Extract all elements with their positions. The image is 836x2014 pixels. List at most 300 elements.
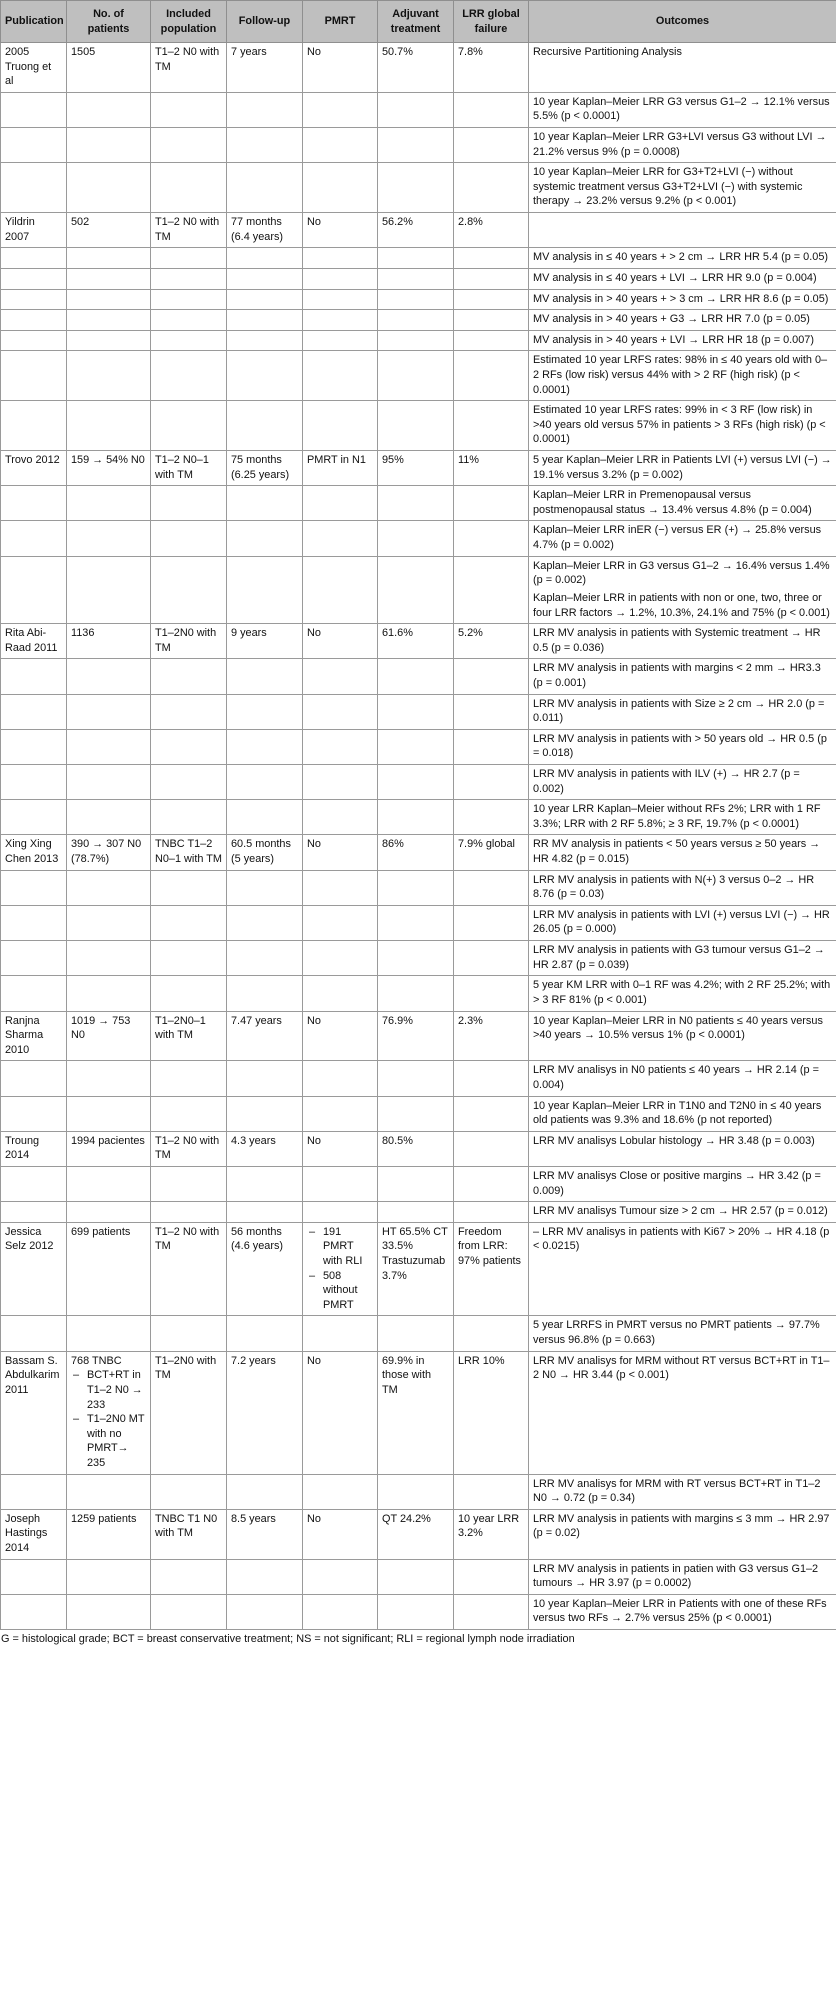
cell-publication bbox=[1, 764, 67, 799]
cell-population bbox=[151, 1011, 227, 1061]
outcome-text: LRR MV analisys for MRM with RT versus BCT+RT in T1–2 N0 → 0.72 (p = 0.34) bbox=[533, 1477, 821, 1505]
table-row bbox=[1, 976, 836, 1011]
table-row bbox=[1, 1096, 836, 1131]
followup-text: 56 months (4.6 years) bbox=[231, 1225, 284, 1253]
cell-followup bbox=[227, 1061, 303, 1096]
publication-text: 2005 Truong et al bbox=[5, 46, 52, 88]
outcome-text: LRR MV analysis in patients with Size ≥ 2 cm → HR 2.0 (p = 0.011) bbox=[533, 697, 825, 725]
table-row bbox=[1, 1202, 836, 1223]
cell-lrr-failure bbox=[454, 1202, 529, 1223]
table-row bbox=[1, 694, 836, 729]
outcome-text: Estimated 10 year LRFS rates: 98% in ≤ 40 years old with 0–2 RFs (low risk) versus 44% with > 2 RF (high risk) (p < 0.0001) bbox=[533, 354, 828, 396]
cell-publication bbox=[1, 800, 67, 835]
cell-outcome bbox=[529, 451, 836, 486]
outcome-text: Kaplan–Meier LRR in patients with non or one, two, three or four LRR factors → 1.2%, 10.3%, 24.1% and 75% (p < 0.001) bbox=[533, 591, 830, 619]
adjuvant-text: 61.6% bbox=[382, 627, 413, 640]
cell-outcome bbox=[529, 624, 836, 659]
cell-adjuvant bbox=[378, 659, 454, 694]
cell-outcome bbox=[529, 330, 836, 351]
cell-population bbox=[151, 800, 227, 835]
cell-lrr-failure bbox=[454, 870, 529, 905]
cell-pmrt bbox=[303, 351, 378, 401]
cell-followup bbox=[227, 521, 303, 556]
cell-pmrt bbox=[303, 694, 378, 729]
cell-publication bbox=[1, 1011, 67, 1061]
cell-population bbox=[151, 870, 227, 905]
patients-text: 390 → 307 N0 (78.7%) bbox=[71, 838, 142, 866]
table-row bbox=[1, 451, 836, 486]
cell-lrr-failure bbox=[454, 213, 529, 248]
publication-text: Trovo 2012 bbox=[5, 454, 60, 467]
cell-outcome bbox=[529, 1011, 836, 1061]
cell-lrr-failure bbox=[454, 1316, 529, 1351]
cell-population bbox=[151, 694, 227, 729]
table-row bbox=[1, 835, 836, 870]
cell-lrr-failure bbox=[454, 451, 529, 486]
outcome-text: LRR MV analysis in patients with LVI (+) versus LVI (−) → HR 26.05 (p = 0.000) bbox=[533, 908, 830, 936]
publication-text: Jessica Selz 2012 bbox=[5, 1225, 54, 1253]
cell-publication bbox=[1, 1167, 67, 1202]
cell-publication bbox=[1, 835, 67, 870]
cell-patients bbox=[67, 1594, 151, 1629]
table-row bbox=[1, 1061, 836, 1096]
cell-publication bbox=[1, 1222, 67, 1316]
outcome-text: 5 year KM LRR with 0–1 RF was 4.2%; with 2 RF 25.2%; with > 3 RF 81% (p < 0.001) bbox=[533, 979, 831, 1006]
cell-patients bbox=[67, 43, 151, 93]
adjuvant-text: 69.9% in those with TM bbox=[382, 1354, 432, 1396]
cell-pmrt bbox=[303, 289, 378, 310]
cell-pmrt bbox=[303, 976, 378, 1011]
patients-text: 1259 patients bbox=[71, 1512, 137, 1525]
cell-adjuvant bbox=[378, 1509, 454, 1559]
cell-lrr-failure bbox=[454, 659, 529, 694]
cell-outcome bbox=[529, 1594, 836, 1629]
pmrt-text: No bbox=[307, 1014, 321, 1027]
list-item: – T1–2N0 MT with no PMRT→ 235 bbox=[87, 1412, 146, 1470]
pmrt-text: No bbox=[307, 1134, 321, 1147]
cell-outcome bbox=[529, 694, 836, 729]
cell-pmrt bbox=[303, 451, 378, 486]
col-header-patients: No. of patients bbox=[67, 1, 151, 43]
cell-pmrt bbox=[303, 1167, 378, 1202]
cell-adjuvant bbox=[378, 1061, 454, 1096]
cell-lrr-failure bbox=[454, 624, 529, 659]
cell-followup bbox=[227, 694, 303, 729]
cell-lrr-failure bbox=[454, 905, 529, 940]
cell-population bbox=[151, 659, 227, 694]
cell-pmrt bbox=[303, 1011, 378, 1061]
cell-outcome bbox=[529, 1351, 836, 1474]
list-item: – BCT+RT in T1–2 N0 → 233 bbox=[87, 1368, 146, 1412]
outcome-text: 5 year Kaplan–Meier LRR in Patients LVI (+) versus LVI (−) → 19.1% versus 3.2% (p = 0.002) bbox=[533, 454, 832, 481]
cell-population bbox=[151, 521, 227, 556]
cell-patients bbox=[67, 1202, 151, 1223]
outcome-text: 10 year Kaplan–Meier LRR G3 versus G1–2 → 12.1% versus 5.5% (p < 0.0001) bbox=[533, 95, 830, 123]
cell-followup bbox=[227, 941, 303, 976]
cell-population bbox=[151, 401, 227, 451]
publication-text: Yildrin 2007 bbox=[5, 216, 35, 243]
followup-text: 7.2 years bbox=[231, 1354, 276, 1367]
outcome-text: LRR MV analisys Lobular histology → HR 3.48 (p = 0.003) bbox=[533, 1134, 815, 1147]
table-row bbox=[1, 310, 836, 331]
cell-patients bbox=[67, 330, 151, 351]
cell-publication bbox=[1, 694, 67, 729]
cell-population bbox=[151, 556, 227, 623]
cell-followup bbox=[227, 213, 303, 248]
cell-followup bbox=[227, 835, 303, 870]
pmrt-text: No bbox=[307, 1354, 321, 1367]
table-row bbox=[1, 764, 836, 799]
population-text: TNBC T1–2 N0–1 with TM bbox=[155, 838, 222, 866]
cell-followup bbox=[227, 870, 303, 905]
cell-publication bbox=[1, 401, 67, 451]
cell-outcome bbox=[529, 213, 836, 248]
cell-patients bbox=[67, 1509, 151, 1559]
cell-pmrt bbox=[303, 941, 378, 976]
cell-publication bbox=[1, 163, 67, 213]
cell-population bbox=[151, 1559, 227, 1594]
cell-followup bbox=[227, 800, 303, 835]
adjuvant-text: 56.2% bbox=[382, 216, 413, 229]
cell-outcome bbox=[529, 1559, 836, 1594]
population-text: TNBC T1 N0 with TM bbox=[155, 1512, 218, 1540]
cell-outcome bbox=[529, 289, 836, 310]
cell-outcome bbox=[529, 128, 836, 163]
cell-publication bbox=[1, 248, 67, 269]
cell-population bbox=[151, 289, 227, 310]
table-row bbox=[1, 905, 836, 940]
cell-patients bbox=[67, 941, 151, 976]
cell-population bbox=[151, 624, 227, 659]
cell-population bbox=[151, 1474, 227, 1509]
cell-outcome bbox=[529, 310, 836, 331]
cell-patients bbox=[67, 729, 151, 764]
cell-publication bbox=[1, 905, 67, 940]
outcome-text: LRR MV analysis in patients with G3 tumour versus G1–2 → HR 2.87 (p = 0.039) bbox=[533, 944, 825, 971]
cell-adjuvant bbox=[378, 1474, 454, 1509]
table-row bbox=[1, 92, 836, 127]
patients-text: 699 patients bbox=[71, 1225, 131, 1238]
cell-lrr-failure bbox=[454, 1131, 529, 1166]
cell-lrr-failure bbox=[454, 1011, 529, 1061]
cell-patients bbox=[67, 1559, 151, 1594]
lrr-failure-text: 7.9% global bbox=[458, 838, 515, 851]
outcome-text: 10 year Kaplan–Meier LRR in Patients with one of these RFs versus two RFs → 2.7% versus 25% (p < 0.0001) bbox=[533, 1597, 827, 1625]
cell-publication bbox=[1, 310, 67, 331]
col-header-lrr: LRR global failure bbox=[454, 1, 529, 43]
cell-outcome bbox=[529, 870, 836, 905]
cell-pmrt bbox=[303, 1351, 378, 1474]
cell-outcome bbox=[529, 800, 836, 835]
publication-text: Xing Xing Chen 2013 bbox=[5, 838, 59, 866]
cell-adjuvant bbox=[378, 1131, 454, 1166]
cell-adjuvant bbox=[378, 556, 454, 623]
cell-adjuvant bbox=[378, 905, 454, 940]
cell-adjuvant bbox=[378, 1167, 454, 1202]
cell-followup bbox=[227, 905, 303, 940]
cell-lrr-failure bbox=[454, 800, 529, 835]
cell-followup bbox=[227, 310, 303, 331]
cell-adjuvant bbox=[378, 729, 454, 764]
lrr-failure-text: 10 year LRR 3.2% bbox=[458, 1512, 520, 1540]
outcome-text: Kaplan–Meier LRR in Premenopausal versus postmenopausal status → 13.4% versus 4.8% (p = 0.004) bbox=[533, 489, 812, 516]
population-text: T1–2 N0 with TM bbox=[155, 1134, 220, 1162]
followup-text: 7 years bbox=[231, 46, 267, 58]
cell-followup bbox=[227, 289, 303, 310]
cell-followup bbox=[227, 976, 303, 1011]
cell-publication bbox=[1, 92, 67, 127]
cell-lrr-failure bbox=[454, 1351, 529, 1474]
cell-outcome bbox=[529, 976, 836, 1011]
cell-population bbox=[151, 729, 227, 764]
cell-lrr-failure bbox=[454, 521, 529, 556]
cell-lrr-failure bbox=[454, 163, 529, 213]
table-row bbox=[1, 1222, 836, 1316]
cell-patients bbox=[67, 1061, 151, 1096]
cell-pmrt bbox=[303, 764, 378, 799]
cell-adjuvant bbox=[378, 92, 454, 127]
publication-text: Joseph Hastings 2014 bbox=[5, 1512, 48, 1555]
col-header-outcomes: Outcomes bbox=[529, 1, 836, 43]
cell-patients bbox=[67, 1351, 151, 1474]
lrr-failure-text: 2.8% bbox=[458, 216, 483, 229]
cell-lrr-failure bbox=[454, 835, 529, 870]
cell-population bbox=[151, 128, 227, 163]
cell-lrr-failure bbox=[454, 289, 529, 310]
cell-followup bbox=[227, 1594, 303, 1629]
cell-population bbox=[151, 1131, 227, 1166]
col-header-publication: Publication bbox=[1, 1, 67, 43]
cell-publication bbox=[1, 1096, 67, 1131]
table-footnote: G = histological grade; BCT = breast conservative treatment; NS = not significant; RLI = regional lymph node irradiation bbox=[1, 1633, 575, 1646]
cell-adjuvant bbox=[378, 521, 454, 556]
table-row bbox=[1, 351, 836, 401]
cell-adjuvant bbox=[378, 870, 454, 905]
cell-publication bbox=[1, 729, 67, 764]
cell-population bbox=[151, 905, 227, 940]
cell-patients bbox=[67, 163, 151, 213]
cell-lrr-failure bbox=[454, 1474, 529, 1509]
cell-outcome bbox=[529, 43, 836, 93]
cell-pmrt bbox=[303, 268, 378, 289]
cell-lrr-failure bbox=[454, 1594, 529, 1629]
table-row bbox=[1, 800, 836, 835]
followup-text: 60.5 months (5 years) bbox=[231, 838, 291, 866]
followup-text: 4.3 years bbox=[231, 1134, 276, 1147]
adjuvant-text: HT 65.5% CT 33.5% Trastuzumab 3.7% bbox=[382, 1225, 448, 1282]
table-row bbox=[1, 624, 836, 659]
followup-text: 7.47 years bbox=[231, 1014, 282, 1027]
cell-adjuvant bbox=[378, 764, 454, 799]
table-row bbox=[1, 521, 836, 556]
cell-lrr-failure bbox=[454, 556, 529, 623]
cell-pmrt bbox=[303, 1594, 378, 1629]
col-header-pmrt: PMRT bbox=[303, 1, 378, 43]
pmrt-text: PMRT in N1 bbox=[307, 454, 366, 467]
cell-lrr-failure bbox=[454, 1509, 529, 1559]
cell-population bbox=[151, 451, 227, 486]
cell-followup bbox=[227, 556, 303, 623]
cell-population bbox=[151, 92, 227, 127]
cell-followup bbox=[227, 351, 303, 401]
cell-outcome bbox=[529, 1222, 836, 1316]
outcome-text: Kaplan–Meier LRR in G3 versus G1–2 → 16.4% versus 1.4% (p = 0.002) bbox=[533, 559, 830, 587]
cell-patients bbox=[67, 213, 151, 248]
cell-outcome bbox=[529, 268, 836, 289]
cell-patients bbox=[67, 764, 151, 799]
cell-followup bbox=[227, 268, 303, 289]
cell-adjuvant bbox=[378, 1559, 454, 1594]
cell-pmrt bbox=[303, 401, 378, 451]
cell-pmrt bbox=[303, 1202, 378, 1223]
cell-followup bbox=[227, 92, 303, 127]
cell-followup bbox=[227, 401, 303, 451]
cell-adjuvant bbox=[378, 1011, 454, 1061]
lrr-failure-text: LRR 10% bbox=[458, 1354, 505, 1367]
cell-outcome bbox=[529, 905, 836, 940]
cell-population bbox=[151, 1594, 227, 1629]
cell-publication bbox=[1, 351, 67, 401]
table-row bbox=[1, 1316, 836, 1351]
cell-outcome bbox=[529, 248, 836, 269]
cell-adjuvant bbox=[378, 401, 454, 451]
population-text: T1–2 N0–1 with TM bbox=[155, 454, 209, 481]
cell-publication bbox=[1, 941, 67, 976]
cell-adjuvant bbox=[378, 486, 454, 521]
followup-text: 75 months (6.25 years) bbox=[231, 454, 290, 481]
cell-adjuvant bbox=[378, 310, 454, 331]
cell-patients bbox=[67, 624, 151, 659]
cell-outcome bbox=[529, 401, 836, 451]
table-row bbox=[1, 401, 836, 451]
cell-outcome bbox=[529, 1202, 836, 1223]
pmrt-text: No bbox=[307, 627, 321, 640]
cell-adjuvant bbox=[378, 694, 454, 729]
table-row bbox=[1, 729, 836, 764]
patients-text: 502 bbox=[71, 216, 90, 229]
cell-followup bbox=[227, 1351, 303, 1474]
table-row bbox=[1, 330, 836, 351]
cell-publication bbox=[1, 1202, 67, 1223]
cell-population bbox=[151, 268, 227, 289]
cell-adjuvant bbox=[378, 213, 454, 248]
cell-lrr-failure bbox=[454, 1096, 529, 1131]
patients-text: 1505 bbox=[71, 46, 96, 58]
cell-patients bbox=[67, 976, 151, 1011]
cell-pmrt bbox=[303, 310, 378, 331]
table-row bbox=[1, 213, 836, 248]
pmrt-text: No bbox=[307, 216, 321, 229]
table-row bbox=[1, 43, 836, 93]
cell-population bbox=[151, 1351, 227, 1474]
cell-outcome bbox=[529, 1474, 836, 1509]
cell-publication bbox=[1, 1559, 67, 1594]
cell-adjuvant bbox=[378, 800, 454, 835]
cell-publication bbox=[1, 43, 67, 93]
patients-text: 1019 → 753 N0 bbox=[71, 1014, 131, 1042]
cell-adjuvant bbox=[378, 1222, 454, 1316]
cell-patients bbox=[67, 268, 151, 289]
population-text: T1–2 N0 with TM bbox=[155, 1225, 220, 1253]
cell-population bbox=[151, 1096, 227, 1131]
patients-text: 1994 pacientes bbox=[71, 1134, 145, 1147]
cell-patients bbox=[67, 905, 151, 940]
outcome-text: LRR MV analysis in patients with > 50 years old → HR 0.5 (p = 0.018) bbox=[533, 732, 827, 760]
cell-publication bbox=[1, 976, 67, 1011]
col-header-population: Included population bbox=[151, 1, 227, 43]
list-item: – 508 without PMRT bbox=[323, 1269, 373, 1313]
cell-outcome bbox=[529, 835, 836, 870]
cell-outcome bbox=[529, 1509, 836, 1559]
cell-followup bbox=[227, 764, 303, 799]
cell-outcome bbox=[529, 941, 836, 976]
cell-adjuvant bbox=[378, 941, 454, 976]
cell-followup bbox=[227, 1474, 303, 1509]
cell-population bbox=[151, 1316, 227, 1351]
cell-patients bbox=[67, 128, 151, 163]
cell-pmrt bbox=[303, 92, 378, 127]
cell-patients bbox=[67, 92, 151, 127]
cell-lrr-failure bbox=[454, 401, 529, 451]
cell-publication bbox=[1, 486, 67, 521]
cell-lrr-failure bbox=[454, 128, 529, 163]
cell-adjuvant bbox=[378, 1316, 454, 1351]
pmrt-list bbox=[307, 1225, 373, 1313]
outcome-text: 5 year LRRFS in PMRT versus no PMRT patients → 97.7% versus 96.8% (p = 0.663) bbox=[533, 1319, 820, 1347]
outcome-text: Kaplan–Meier LRR inER (−) versus ER (+) → 25.8% versus 4.7% (p = 0.002) bbox=[533, 524, 822, 552]
cell-adjuvant bbox=[378, 1096, 454, 1131]
cell-pmrt bbox=[303, 729, 378, 764]
adjuvant-text: 95% bbox=[382, 454, 404, 467]
cell-pmrt bbox=[303, 905, 378, 940]
cell-pmrt bbox=[303, 248, 378, 269]
outcome-text: 10 year Kaplan–Meier LRR in T1N0 and T2N0 in ≤ 40 years old patients was 9.3% and 18.6% (p not reported) bbox=[533, 1099, 822, 1127]
cell-lrr-failure bbox=[454, 43, 529, 93]
cell-adjuvant bbox=[378, 330, 454, 351]
cell-patients bbox=[67, 800, 151, 835]
population-text: T1–2N0 with TM bbox=[155, 1354, 217, 1382]
cell-publication bbox=[1, 268, 67, 289]
list-item: – 191 PMRT with RLI bbox=[323, 1225, 373, 1269]
cell-population bbox=[151, 1222, 227, 1316]
cell-pmrt bbox=[303, 486, 378, 521]
outcome-text: RR MV analysis in patients < 50 years versus ≥ 50 years → HR 4.82 (p = 0.015) bbox=[533, 838, 821, 866]
adjuvant-text: 50.7% bbox=[382, 46, 413, 58]
cell-followup bbox=[227, 1131, 303, 1166]
cell-patients bbox=[67, 1222, 151, 1316]
outcome-text: 10 year LRR Kaplan–Meier without RFs 2%; LRR with 1 RF 3.3%; LRR with 2 RF 5.8%; ≥ 3 RF, 19.7% (p < 0.0001) bbox=[533, 803, 821, 830]
cell-followup bbox=[227, 1559, 303, 1594]
table-row bbox=[1, 1509, 836, 1559]
cell-pmrt bbox=[303, 624, 378, 659]
cell-patients bbox=[67, 486, 151, 521]
table-row bbox=[1, 1474, 836, 1509]
cell-adjuvant bbox=[378, 1202, 454, 1223]
cell-lrr-failure bbox=[454, 694, 529, 729]
lrr-failure-text: 7.8% bbox=[458, 46, 483, 58]
cell-outcome bbox=[529, 1167, 836, 1202]
cell-adjuvant bbox=[378, 835, 454, 870]
cell-lrr-failure bbox=[454, 1559, 529, 1594]
cell-outcome bbox=[529, 351, 836, 401]
cell-pmrt bbox=[303, 1222, 378, 1316]
cell-outcome bbox=[529, 1096, 836, 1131]
lrr-failure-text: Freedom from LRR: 97% patients bbox=[458, 1225, 521, 1268]
cell-followup bbox=[227, 1167, 303, 1202]
cell-patients bbox=[67, 870, 151, 905]
cell-population bbox=[151, 310, 227, 331]
cell-publication bbox=[1, 521, 67, 556]
